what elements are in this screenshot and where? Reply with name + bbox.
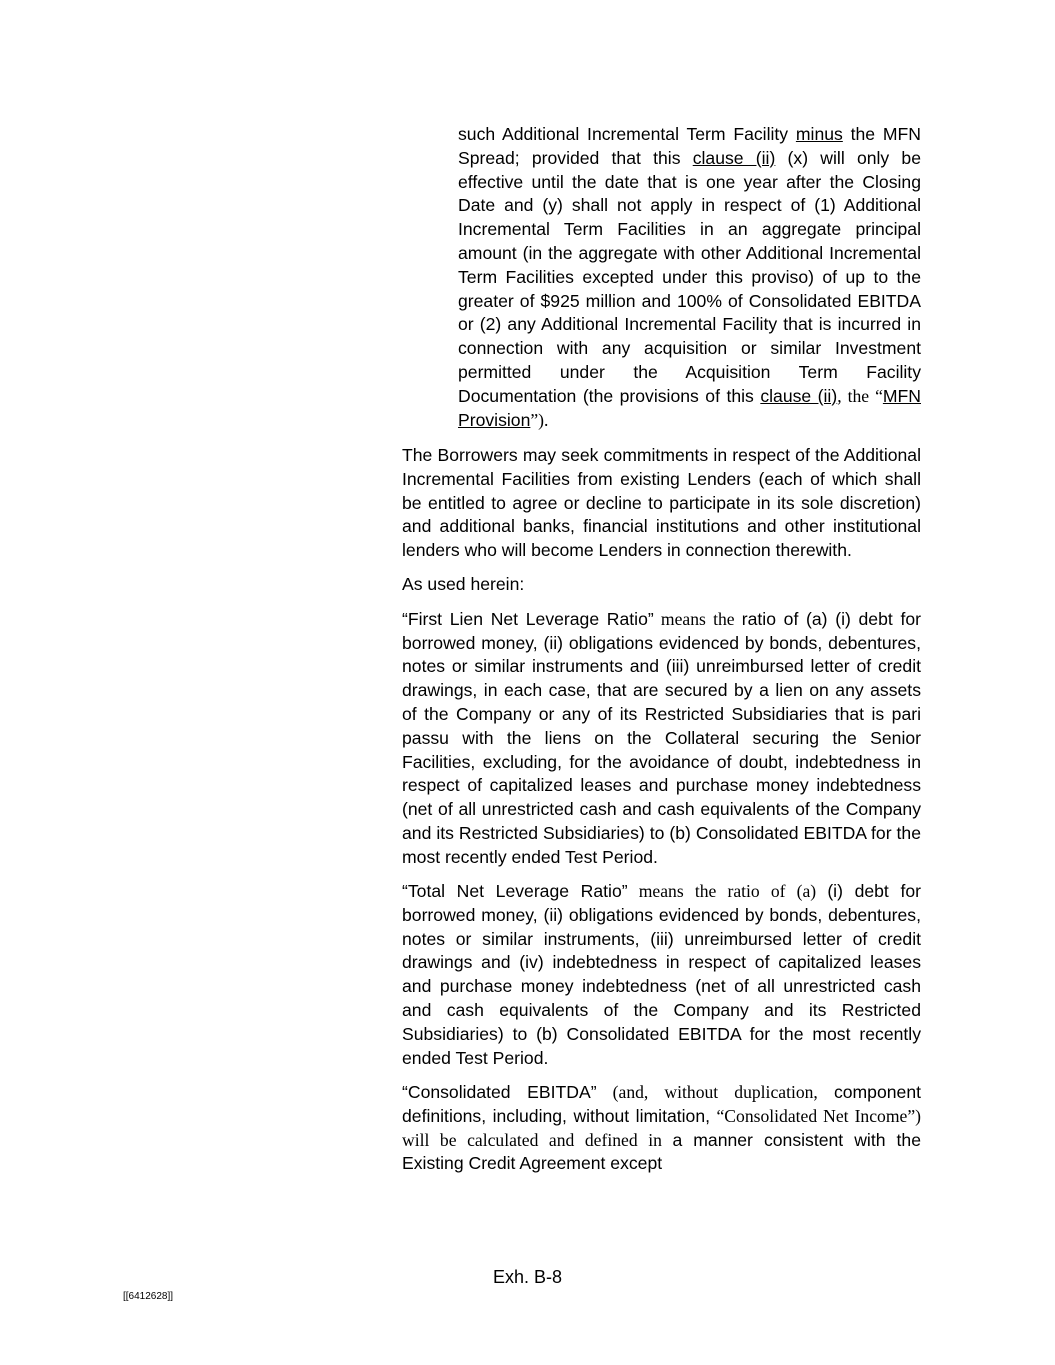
consolidated-text-1: (and, without duplication, — [596, 1081, 834, 1102]
total-net-body: (i) debt for borrowed money, (ii) obligations evidenced by bonds, debentures, notes or similar instruments, (iii) unreimbursed letter of credit drawings and (iv) indebtedness in respect of capitalized leases and purchase money indebtedness (net of all unrestricted cash and cash equivalents of the Company and its Restricted Subsidiaries) to (b) Consolidated EBITDA for the most recently ended Test Period. — [402, 881, 921, 1068]
first-lien-means: means the — [653, 608, 742, 629]
main-text-block — [402, 444, 921, 1187]
proviso-text-4: , the “ — [837, 385, 883, 406]
document-id: [[6412628]] — [123, 1291, 174, 1302]
consolidated-ebitda-term: “Consolidated EBITDA” — [402, 1081, 597, 1102]
continued-proviso-paragraph — [458, 123, 921, 432]
minus-term: minus — [795, 124, 843, 144]
consolidated-text-2: component definitions, including, without limitation, — [402, 1081, 921, 1126]
total-net-definition — [402, 880, 921, 1070]
total-net-means: means the ratio of (a) — [627, 881, 828, 902]
proviso-text-3: (x) will only be effective until the date that is one year after the Closing Date and (y) shall not apply in respect of (1) Additional Incremental Term Facilities in an aggregate principal amount (in the aggregate with other Additional Incremental Term Facilities excepted under this proviso) of up to the greater of $925 million and 100% of Consolidated EBITDA or (2) any Additional Incremental Facility that is incurred in connection with any acquisition or similar Investment permitted under the Acquisition Term Facility Documentation (the provisions of this — [458, 147, 922, 406]
total-net-term: “Total Net Leverage Ratio” — [402, 881, 628, 902]
page-number: Exh. B-8 — [492, 1267, 563, 1287]
consolidated-ebitda-definition — [402, 1081, 921, 1176]
first-lien-body: ratio of (a) (i) debt for borrowed money, (ii) obligations evidenced by bonds, debentures, notes or similar instruments and (iii) unreimbursed letter of credit drawings, in each case, that are secured by a lien on any assets of the Company or any of its Restricted Subsidiaries that is pari passu with the liens on the Collateral securing the Senior Facilities, excluding, for the avoidance of doubt, indebtedness in respect of capitalized leases and purchase money indebtedness (net of all unrestricted cash and cash equivalents of the Company and its Restricted Subsidiaries) to (b) Consolidated EBITDA for the most recently ended Test Period. — [402, 608, 921, 867]
consolidated-text-4: a manner consistent with the Existing Credit Agreement except — [402, 1129, 922, 1174]
consolidated-text-3: “Consolidated Net Income”) will be calculated and defined in — [402, 1105, 921, 1150]
mfn-provision-term: MFN Provision — [458, 385, 921, 430]
as-used-herein: As used herein: — [402, 574, 525, 595]
proviso-text-2: the MFN Spread; provided that this — [458, 124, 921, 168]
clause-ii-reference-2: clause (ii) — [760, 385, 838, 406]
proviso-text-1: such Additional Incremental Term Facility — [458, 124, 796, 144]
first-lien-definition — [402, 608, 921, 870]
clause-ii-reference: clause (ii) — [692, 147, 776, 168]
first-lien-term: “First Lien Net Leverage Ratio” — [402, 608, 654, 629]
proviso-text-5: ”). — [530, 409, 549, 430]
borrowers-paragraph: The Borrowers may seek commitments in respect of the Additional Incremental Facilities from existing Lenders (each of which shall be entitled to agree or decline to participate in its sole discretion) and additional banks, financial institutions and other institutional lenders who will become Lenders in connection therewith. — [402, 445, 921, 561]
